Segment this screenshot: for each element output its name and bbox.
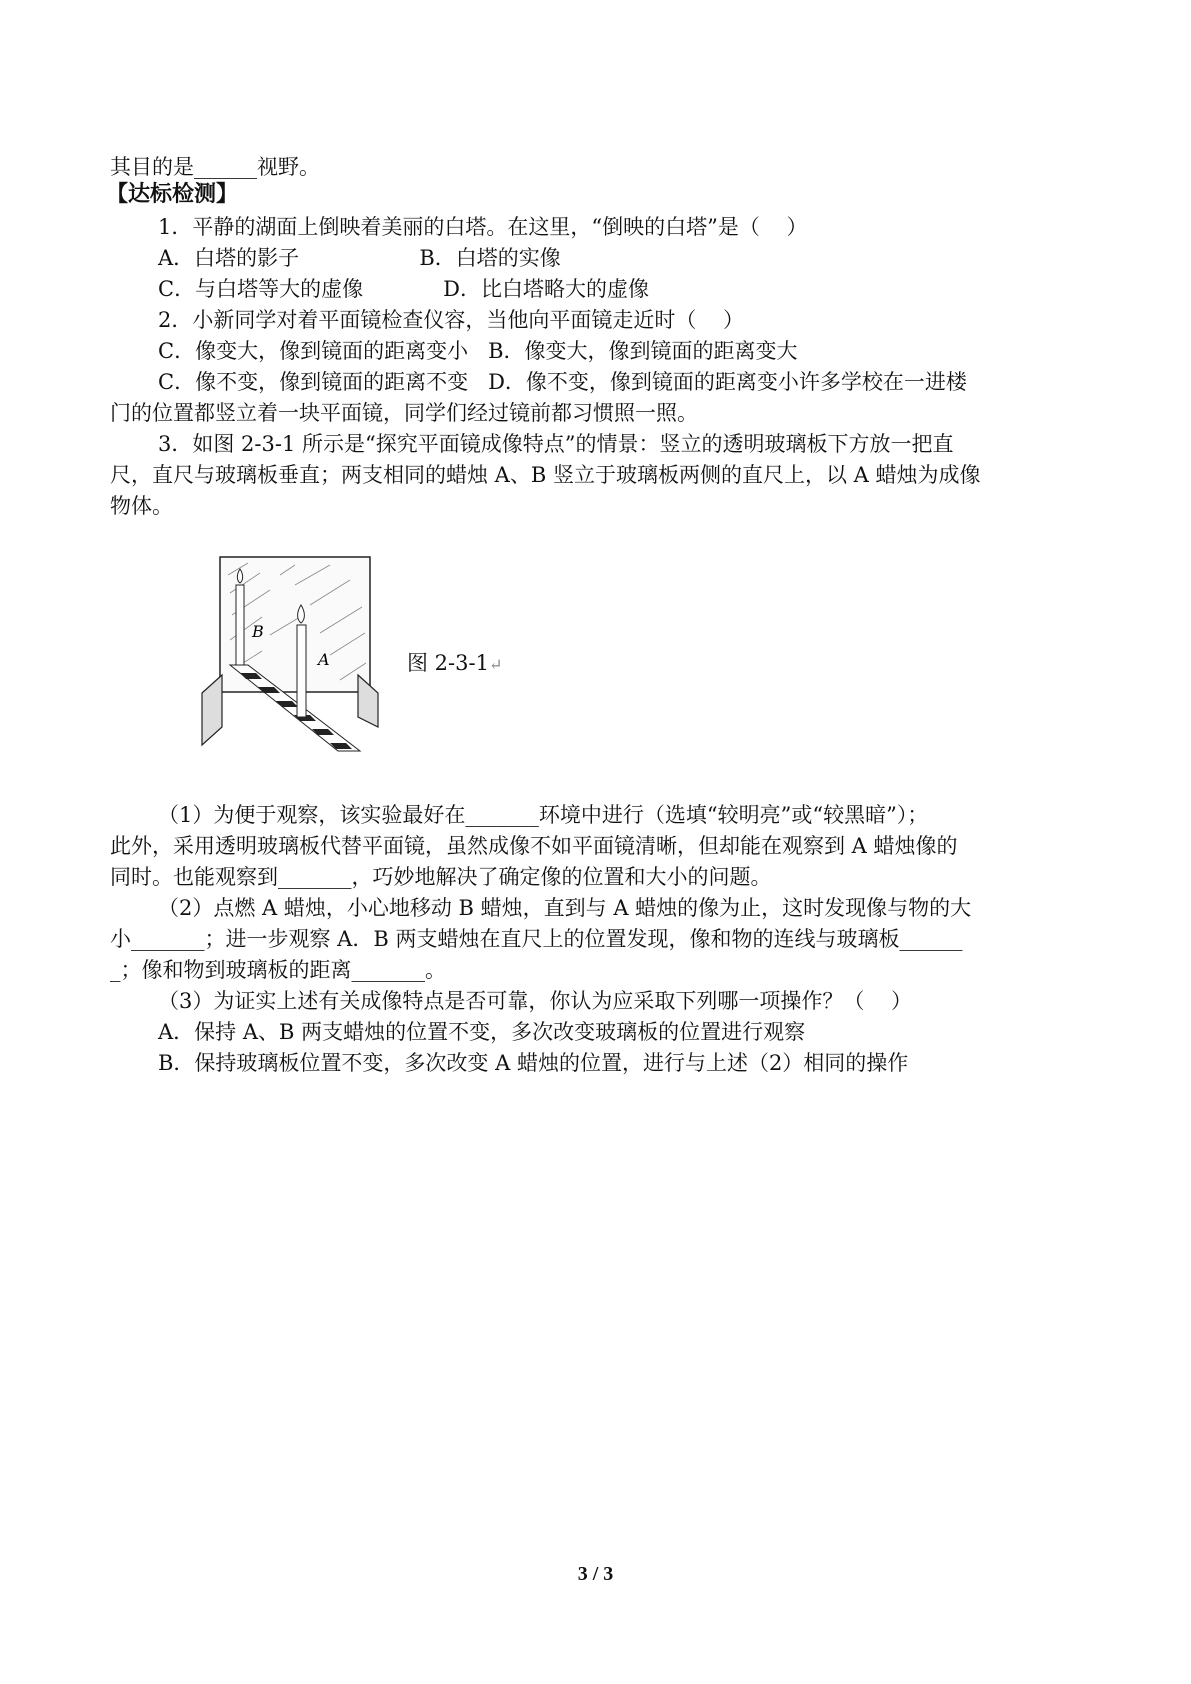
label-a: A <box>318 650 330 669</box>
option-line: C．像不变，像到镜面的距离不变 D．像不变，像到镜面的距离变小许多学校在一进楼 <box>158 370 967 394</box>
candle-a <box>297 625 306 717</box>
left-stand <box>202 675 222 745</box>
text-line: 物体。 <box>110 494 173 518</box>
experiment-figure <box>200 555 385 755</box>
text-line: 尺，直尺与玻璃板垂直；两支相同的蜡烛 A、B 竖立于玻璃板两侧的直尺上，以 A 蜡烛为成像 <box>110 463 981 487</box>
sub-question-1: （1）为便于观察，该实验最好在_______环境中进行（选填“较明亮”或“较黑暗”）； <box>158 803 929 827</box>
option-line: B．保持玻璃板位置不变，多次改变 A 蜡烛的位置，进行与上述（2）相同的操作 <box>158 1051 909 1075</box>
text-line: _；像和物到玻璃板的距离_______。 <box>110 958 446 982</box>
paragraph-mark-icon: ↵ <box>488 655 503 674</box>
question-3: 3．如图 2-3-1 所示是“探究平面镜成像特点”的情景：竖立的透明玻璃板下方放一把直 <box>158 432 954 456</box>
text-line: 门的位置都竖立着一块平面镜，同学们经过镜前都习惯照一照。 <box>110 401 698 425</box>
question-1: 1．平静的湖面上倒映着美丽的白塔。在这里，“倒映的白塔”是（ ） <box>158 215 808 239</box>
text-line: 此外，采用透明玻璃板代替平面镜，虽然成像不如平面镜清晰，但却能在观察到 A 蜡烛像的 <box>110 834 958 858</box>
label-b: B <box>252 622 264 641</box>
page-number: 3 / 3 <box>577 1563 614 1585</box>
text-line: 小_______；进一步观察 A．B 两支蜡烛在直尺上的位置发现，像和物的连线与玻璃板______ <box>110 927 963 951</box>
question-2: 2．小新同学对着平面镜检查仪容，当他向平面镜走近时（ ） <box>158 308 745 332</box>
section-heading: 【达标检测】 <box>106 182 239 207</box>
option-line: C．像变大，像到镜面的距离变小 B．像变大，像到镜面的距离变大 <box>158 339 798 363</box>
option-line: A．白塔的影子 B．白塔的实像 <box>158 246 561 270</box>
text-line: 同时。也能观察到_______，巧妙地解决了确定像的位置和大小的问题。 <box>110 865 772 889</box>
sub-question-3: （3）为证实上述有关成像特点是否可靠，你认为应采取下列哪一项操作？（ ） <box>158 989 913 1013</box>
figure-caption-text: 图 2-3-1 <box>407 651 489 675</box>
sub-question-2: （2）点燃 A 蜡烛，小心地移动 B 蜡烛，直到与 A 蜡烛的像为止，这时发现像与物的大 <box>158 896 972 920</box>
candle-b <box>236 585 244 665</box>
option-line: C．与白塔等大的虚像 D．比白塔略大的虚像 <box>158 277 650 301</box>
option-line: A．保持 A、B 两支蜡烛的位置不变，多次改变玻璃板的位置进行观察 <box>158 1020 806 1044</box>
figure-caption <box>407 648 502 680</box>
text-line: 其目的是______视野。 <box>110 155 320 179</box>
